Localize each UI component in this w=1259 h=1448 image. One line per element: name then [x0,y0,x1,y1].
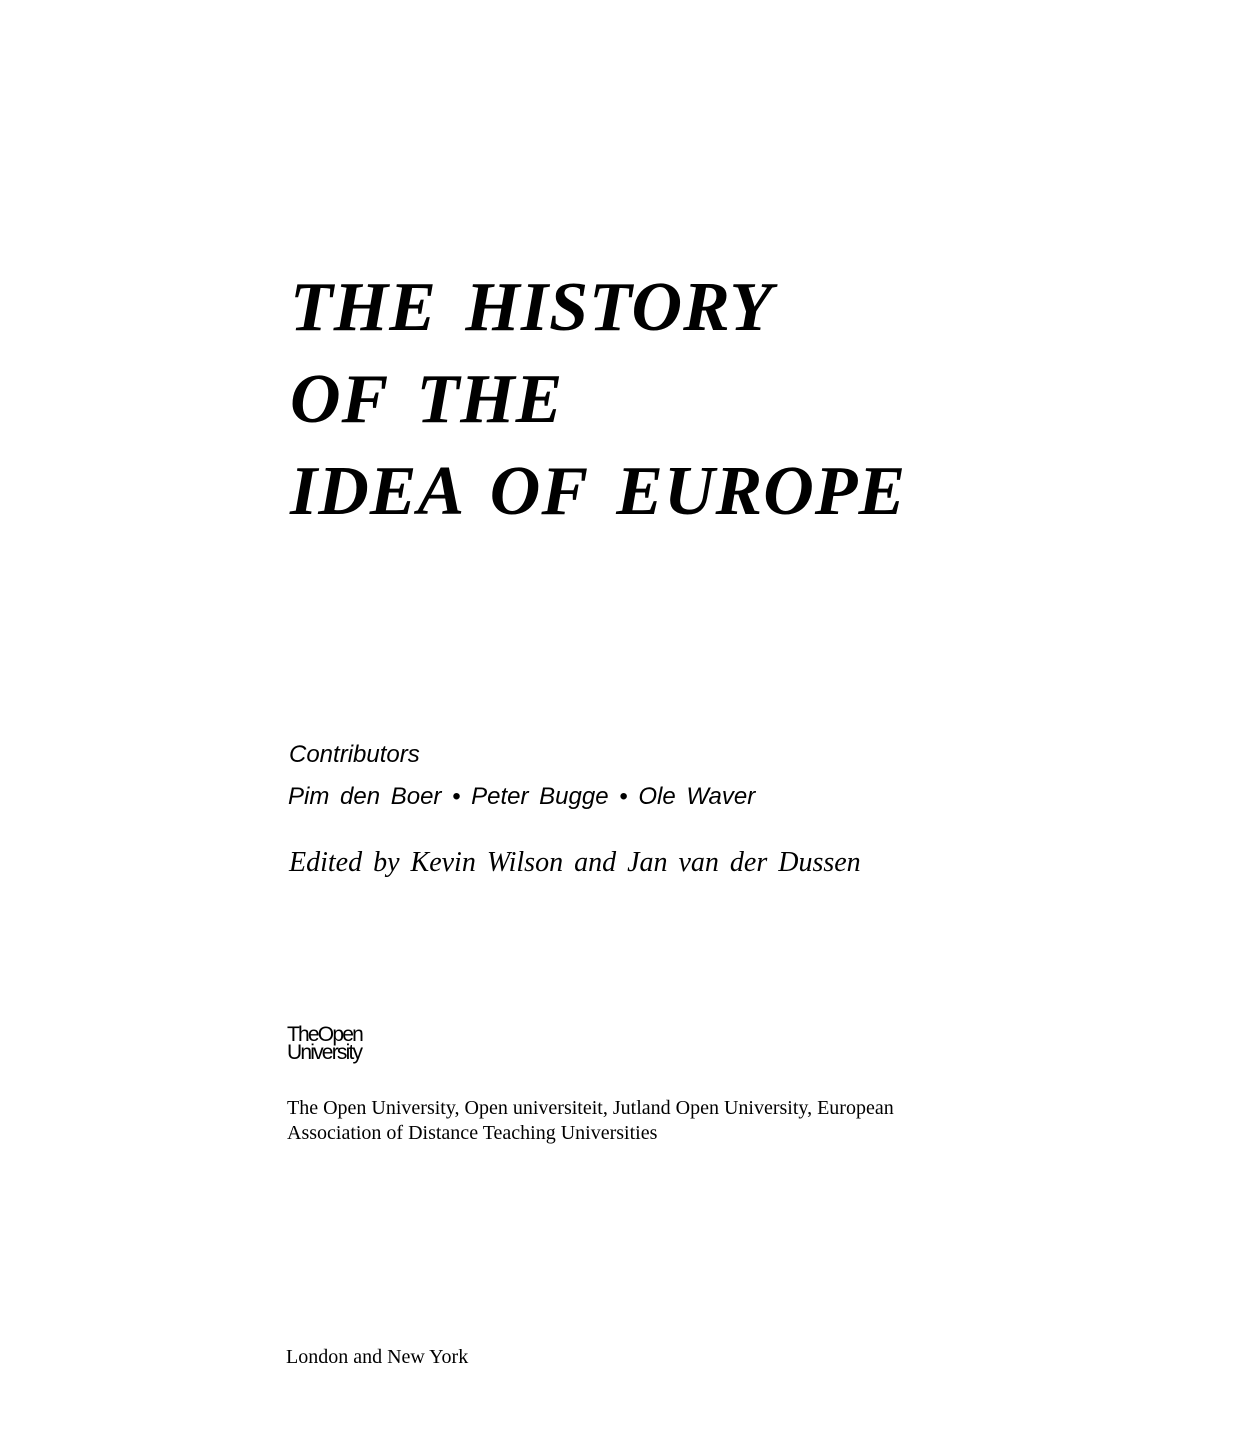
book-title-line: IDEA OF EUROPE [290,453,907,530]
open-university-logo [287,1023,362,1064]
publication-place: London and New York [286,1346,469,1368]
logo-text-line: TheOpen [287,1023,362,1046]
contributors-label: Contributors [289,741,420,768]
editors-line: Edited by Kevin Wilson and Jan van der Dussen [289,847,861,878]
contributors-names: Pim den Boer • Peter Bugge • Ole Waver [288,783,756,810]
book-title [290,262,906,538]
publishers-line: Association of Distance Teaching Universities [287,1122,658,1144]
publishers-list [287,1096,1007,1146]
book-title-line: OF THE [290,361,564,438]
publishers-line: The Open University, Open universiteit, Jutland Open University, European [287,1097,894,1119]
book-title-line: THE HISTORY [290,269,774,346]
logo-text-line: University [287,1041,362,1064]
